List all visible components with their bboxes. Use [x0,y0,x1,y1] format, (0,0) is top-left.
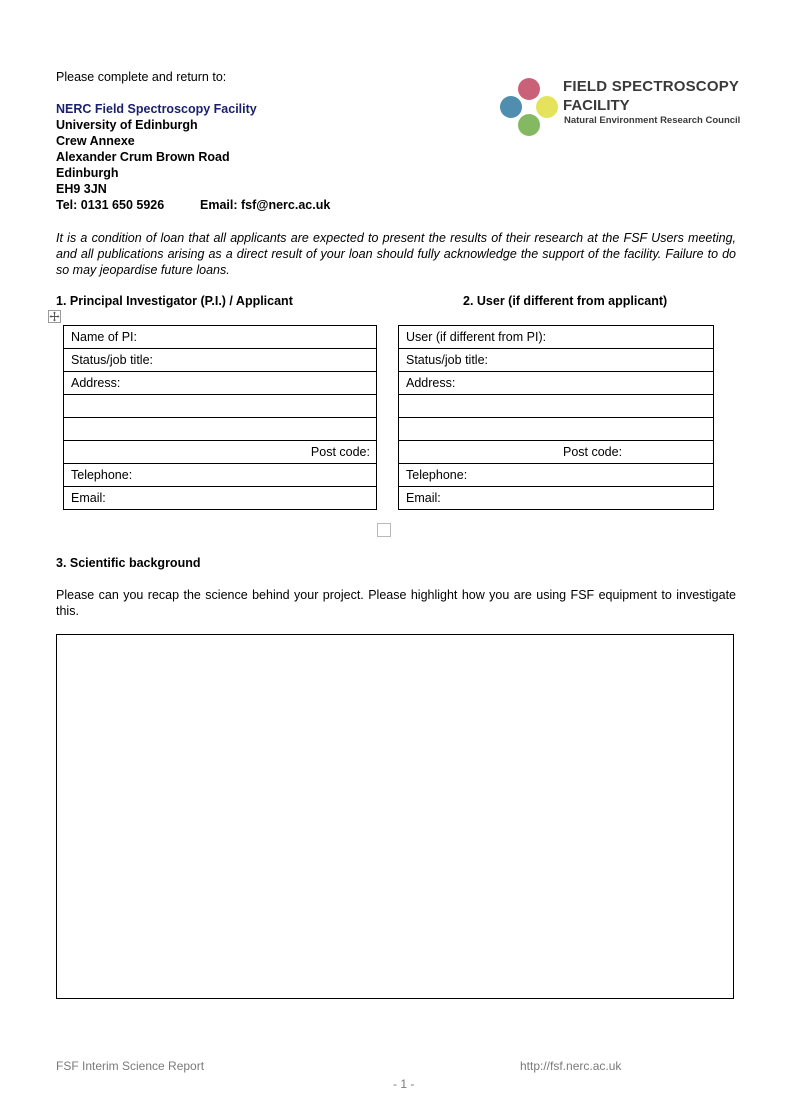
pi-details-table [63,325,377,510]
pi-status-field[interactable]: Status/job title: [64,349,377,372]
user-address-field[interactable]: Address: [399,372,714,395]
pi-email-field[interactable]: Email: [64,487,377,510]
user-address-line-2[interactable] [399,395,714,418]
address-line-5: EH9 3JN [56,182,107,196]
footer-page-number: - 1 - [393,1077,415,1091]
section3-heading: 3. Scientific background [56,556,201,570]
user-status-field[interactable]: Status/job title: [399,349,714,372]
pi-address-line-3[interactable] [64,418,377,441]
section2-heading: 2. User (if different from applicant) [463,294,668,308]
pi-postcode-field[interactable]: Post code: [64,441,377,464]
address-line-1: University of Edinburgh [56,118,198,132]
logo-subtitle: Natural Environment Research Council [564,115,741,126]
user-address-line-3[interactable] [399,418,714,441]
pi-address-field[interactable]: Address: [64,372,377,395]
address-line-3: Alexander Crum Brown Road [56,150,230,164]
user-name-field[interactable]: User (if different from PI): [399,326,714,349]
section3-prompt: Please can you recap the science behind your project. Please highlight how you are using FSF equipment to investigate this. [56,588,736,618]
telephone-line: Tel: 0131 650 5926 [56,198,165,212]
footer-report-title: FSF Interim Science Report [56,1059,205,1073]
address-line-2: Crew Annexe [56,134,135,148]
fsf-logo-icon [498,76,562,140]
scientific-background-textbox[interactable] [56,634,734,999]
org-name: NERC Field Spectroscopy Facility [56,102,257,116]
user-telephone-field[interactable]: Telephone: [399,464,714,487]
pi-telephone-field[interactable]: Telephone: [64,464,377,487]
section1-heading: 1. Principal Investigator (P.I.) / Applicant [56,294,293,308]
pi-address-line-2[interactable] [64,395,377,418]
user-details-table [398,325,714,510]
footer-url[interactable]: http://fsf.nerc.ac.uk [520,1059,622,1073]
pi-name-field[interactable]: Name of PI: [64,326,377,349]
address-line-4: Edinburgh [56,166,119,180]
return-to-label: Please complete and return to: [56,70,227,84]
user-email-field[interactable]: Email: [399,487,714,510]
user-postcode-field[interactable]: Post code: [399,441,714,464]
logo-title-line1: FIELD SPECTROSCOPY [563,78,740,95]
table-resize-handle[interactable] [377,523,391,537]
table-move-handle-icon[interactable] [48,310,61,323]
email-line: Email: fsf@nerc.ac.uk [200,198,331,212]
loan-condition-text: It is a condition of loan that all applicants are expected to present the results of their research at the FSF Users meeting, and all publications arising as a direct result of your loan should fully acknowledge the support of the facility. Failure to do so may jeopardise future loans. [56,231,736,277]
logo-title-line2: FACILITY [563,97,630,114]
